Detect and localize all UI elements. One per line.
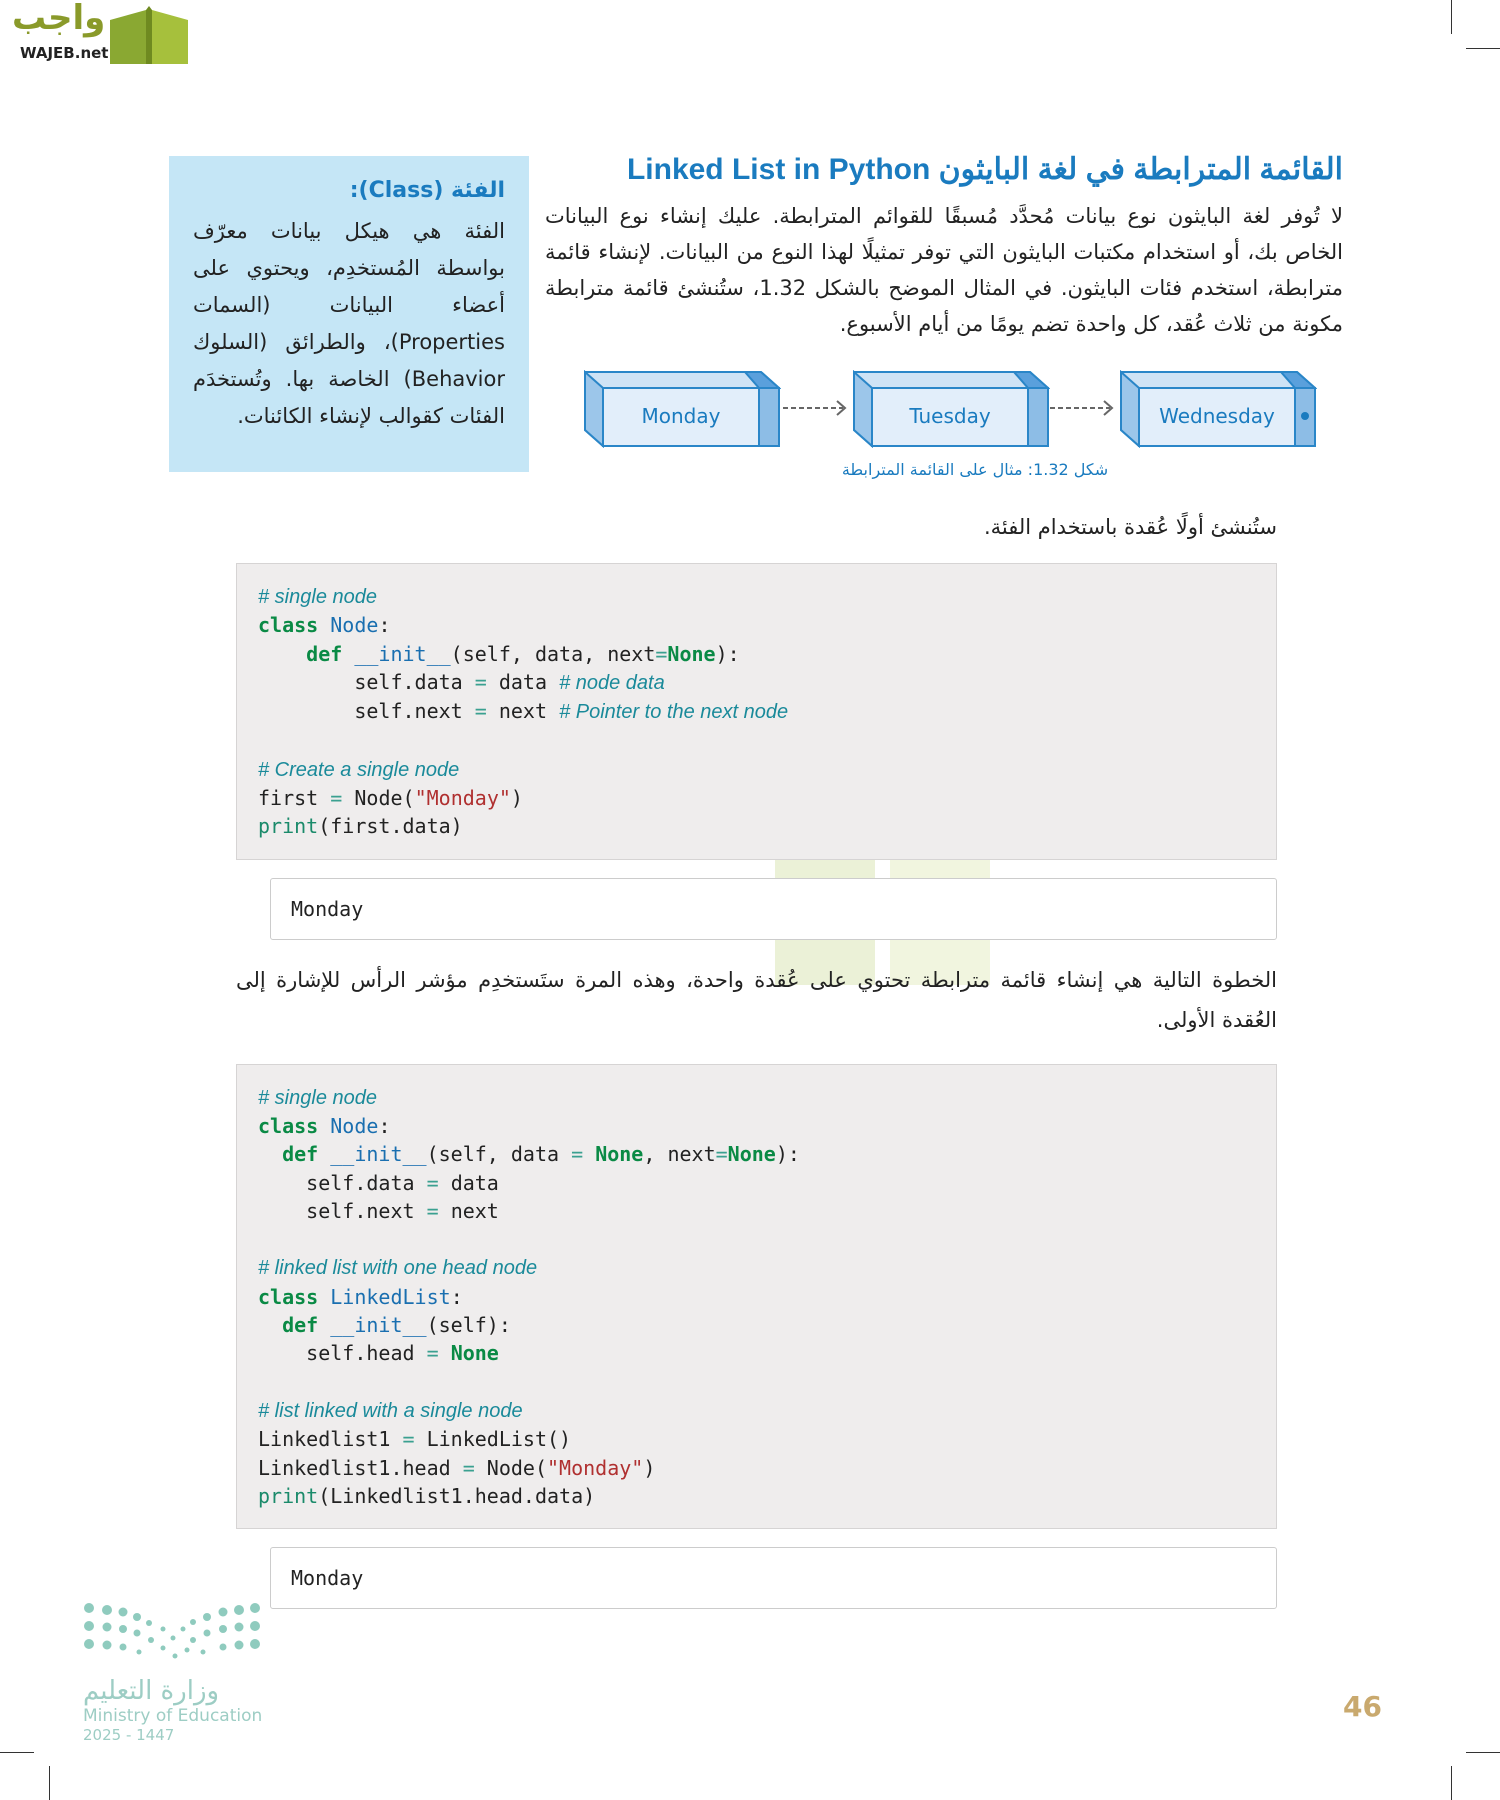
code-token: self.head: [306, 1341, 415, 1366]
code-token: __init__: [330, 1142, 427, 1167]
node-label: Monday: [641, 404, 721, 428]
code-token: None: [450, 1341, 499, 1366]
code-token: Linkedlist1: [258, 1427, 391, 1452]
step1-text: ستُنشئ أولًا عُقدة باستخدام الفئة.: [983, 515, 1277, 539]
code-token: def: [306, 641, 343, 666]
code-token: data: [498, 669, 548, 694]
ministry-arabic: وزارة التعليم: [83, 1676, 220, 1706]
code-token: (Linkedlist1.head.data): [318, 1483, 596, 1508]
code-token: print: [258, 1483, 319, 1508]
code-token: (first.data): [318, 814, 463, 839]
wajeb-logo[interactable]: [8, 0, 193, 68]
code-token: __init__: [330, 1313, 427, 1338]
figure-caption: شكل 1.32: مثال على القائمة المترابطة: [841, 460, 1109, 479]
code-token: self.next: [354, 699, 463, 724]
code-token: None: [595, 1142, 644, 1167]
intro-column: [545, 150, 1343, 479]
output-box-2: Monday: [270, 1547, 1277, 1609]
code-token: self.data: [354, 669, 463, 694]
code-token: (self, data, next: [450, 641, 656, 666]
ministry-of-education-logo: [83, 1600, 263, 1770]
code-comment: # list linked with a single node: [258, 1399, 523, 1422]
code-token: LinkedList(): [426, 1427, 572, 1452]
code-token: (self, data: [426, 1142, 572, 1167]
crop-mark: [1451, 1766, 1452, 1800]
code-token: Linkedlist1.head: [258, 1455, 451, 1480]
arrow-icon: [781, 398, 852, 418]
code-token: def: [282, 1142, 319, 1167]
code-token: __init__: [354, 641, 451, 666]
page-number: 46: [1343, 1690, 1382, 1723]
crop-mark: [1451, 0, 1452, 34]
code-block-2: # single node class Node: def __init__(self, data = None, next=None): self.data = data self.next = next # linked list with one head node class LinkedList: def __init__(self): self.head = None # list linked with a single node Linkedlist1 = LinkedList() Linkedlist1.head = Node("Monday") print(Linkedlist1.head.data): [236, 1064, 1277, 1529]
code-comment: # single node: [258, 1086, 377, 1109]
code-comment: # node data: [559, 671, 665, 694]
crop-mark: [0, 1752, 34, 1753]
code-token: None: [667, 641, 716, 666]
logo-latin: WAJEB.net: [20, 44, 109, 62]
code-token: , next: [643, 1142, 716, 1167]
code-token: next: [498, 699, 548, 724]
section-title: القائمة المترابطة في لغة البايثون Linked List in Python: [626, 153, 1343, 186]
main-content: [0, 150, 1500, 1609]
code-token: class: [258, 1284, 319, 1309]
code-token: self.data: [306, 1170, 415, 1195]
code-token: first: [258, 786, 319, 811]
step2-text: الخطوة التالية هي إنشاء قائمة مترابطة تحتوي على عُقدة واحدة، وهذه المرة ستَستخدِم مؤشر الرأس للإشارة إلى العُقدة الأولى.: [236, 967, 1277, 1032]
output-box-1: Monday: [270, 878, 1277, 940]
code-token: Node(: [486, 1455, 548, 1480]
code-comment: # linked list with one head node: [258, 1257, 538, 1280]
logo-arabic: واجب: [12, 0, 106, 38]
intro-paragraph: لا تُوفر لغة البايثون نوع بيانات مُحدَّد مُسبقًا للقوائم المترابطة. عليك إنشاء نوع البيانات الخاص بك، أو استخدام مكتبات البايثون التي توفر تمثيلًا لهذا النوع من البيانات. لإنشاء قائمة مترابطة، استخدم فئات البايثون. في المثال الموضح بالشكل 1.32، ستُنشئ قائمة مترابطة مكونة من ثلاث عُقد، كل واحدة تضم يومًا من أيام الأسبوع.: [545, 204, 1343, 336]
crop-mark: [1466, 48, 1500, 49]
code-token: def: [282, 1313, 319, 1338]
crop-mark: [49, 1766, 50, 1800]
node-label: Tuesday: [909, 404, 991, 428]
code-comment: # single node: [258, 586, 377, 608]
node-label: Wednesday: [1159, 404, 1275, 428]
code-token: LinkedList: [330, 1284, 451, 1309]
book-icon: [106, 6, 192, 68]
crop-mark: [1466, 1752, 1500, 1753]
code-token: Node: [330, 613, 379, 638]
code-token: None: [727, 1142, 776, 1167]
sidebox-body: الفئة هي هيكل بيانات معرّف بواسطة المُستخدِم، ويحتوي على أعضاء البيانات (السمات Properties)، والطرائق (السلوك Behavior) الخاصة بها. وتُستخدَم الفئات كقوالب لإنشاء الكائنات.: [193, 219, 505, 428]
code-token: class: [258, 613, 319, 638]
ministry-year: 2025 - 1447: [83, 1726, 175, 1744]
linked-list-figure: [545, 370, 1343, 448]
ministry-english: Ministry of Education: [83, 1706, 263, 1726]
code-string: "Monday": [547, 1455, 644, 1480]
code-comment: # Pointer to the next node: [559, 701, 789, 724]
arrow-icon: [1048, 398, 1119, 418]
code-token: Node: [330, 1113, 379, 1138]
code-token: (self):: [426, 1313, 511, 1338]
code-token: data: [450, 1170, 499, 1195]
code-comment: # Create a single node: [258, 758, 460, 781]
code-token: Node(: [354, 786, 415, 811]
code-block-1: # single node class Node: def __init__(self, data, next=None): self.data = data # node data self.next = next # Pointer to the next node # Create a single node first = Node("Monday") print(first.data): [236, 563, 1277, 860]
code-string: "Monday": [414, 786, 511, 811]
code-token: next: [450, 1198, 499, 1223]
sidebox-heading: الفئة (Class):: [349, 178, 505, 203]
code-token: print: [258, 814, 319, 839]
code-token: self.next: [306, 1198, 415, 1223]
code-token: class: [258, 1113, 319, 1138]
